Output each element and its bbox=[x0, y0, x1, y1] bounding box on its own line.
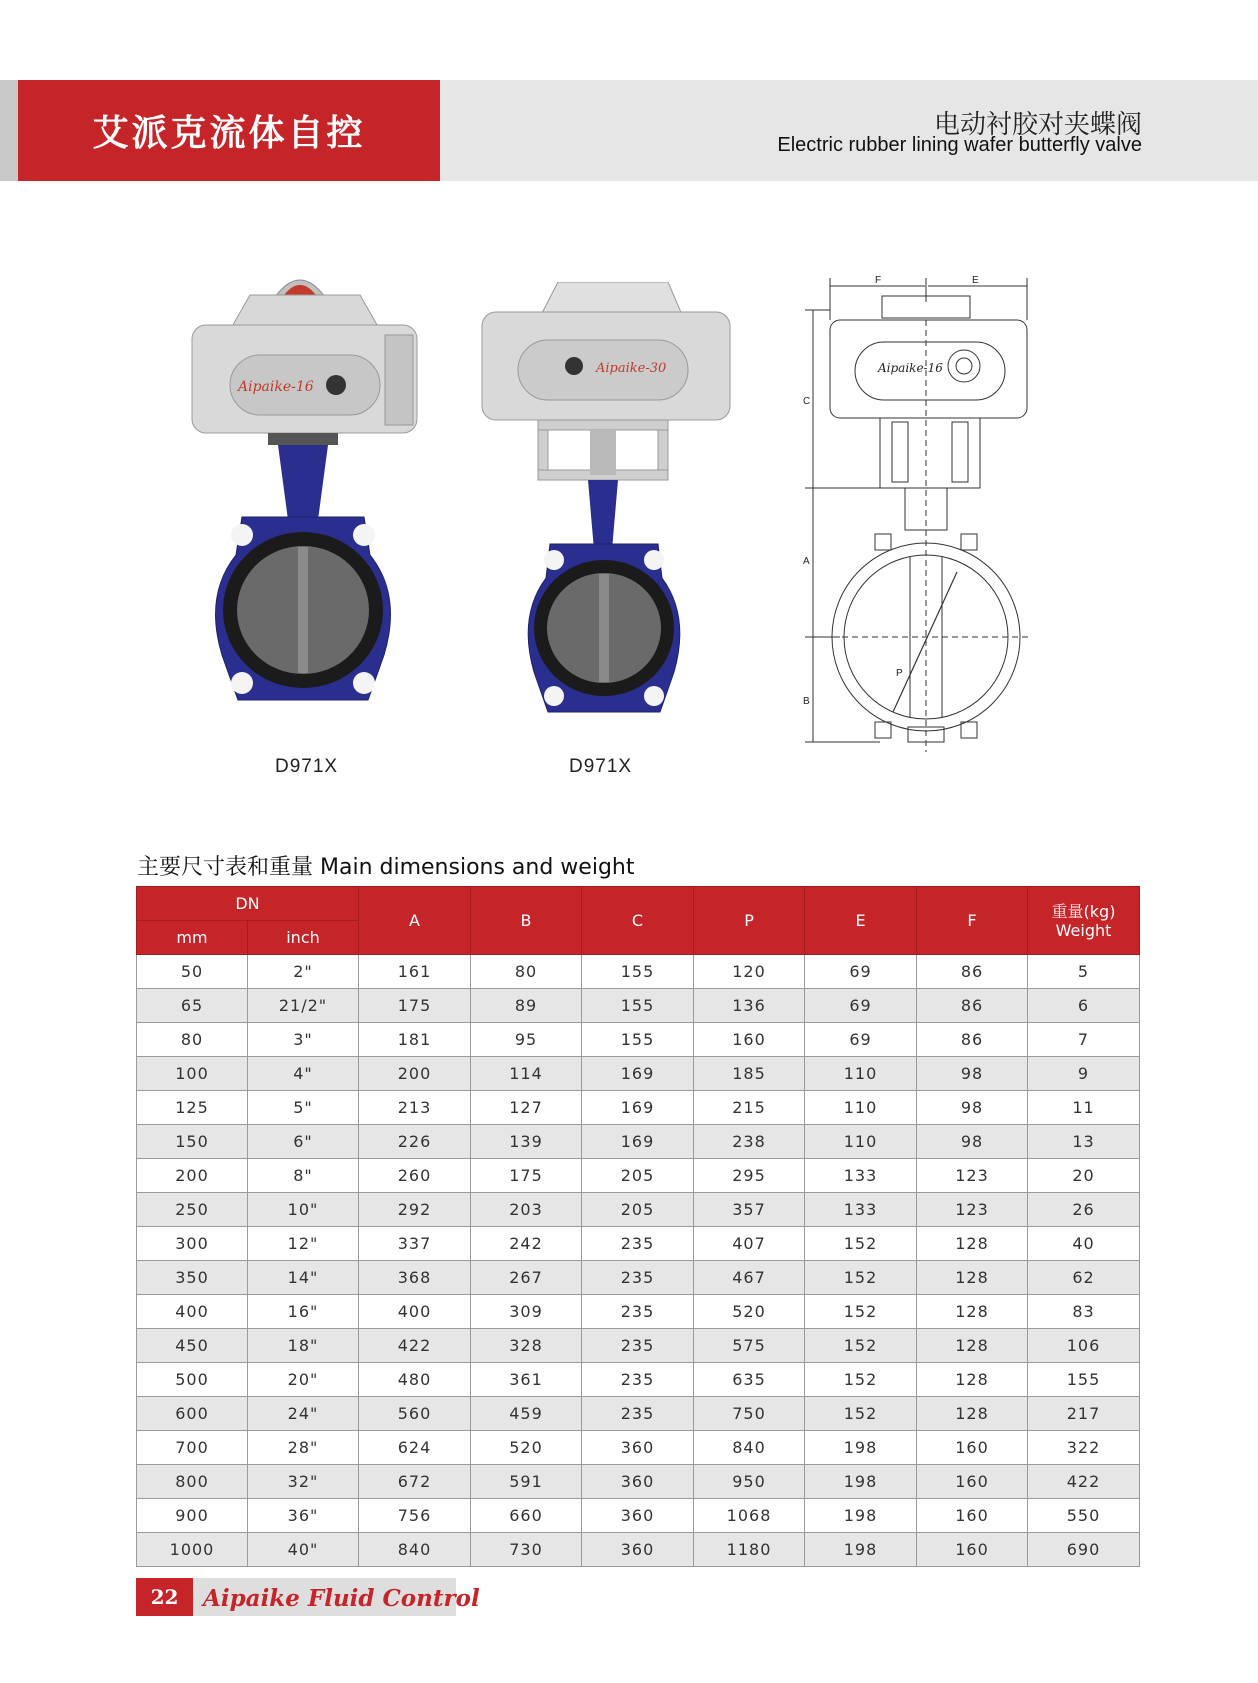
table-cell: 28" bbox=[248, 1431, 359, 1465]
table-cell: 169 bbox=[582, 1057, 694, 1091]
table-cell: 1180 bbox=[694, 1533, 805, 1567]
valve-photo-1 bbox=[180, 255, 440, 730]
table-cell: 480 bbox=[359, 1363, 471, 1397]
table-cell: 5" bbox=[248, 1091, 359, 1125]
table-cell: 11 bbox=[1028, 1091, 1140, 1125]
photo-caption-2: D971X bbox=[569, 756, 633, 777]
table-cell: 198 bbox=[805, 1499, 917, 1533]
table-cell: 152 bbox=[805, 1295, 917, 1329]
table-cell: 62 bbox=[1028, 1261, 1140, 1295]
header-inch: inch bbox=[248, 921, 359, 955]
header-e: E bbox=[805, 887, 917, 955]
table-cell: 36" bbox=[248, 1499, 359, 1533]
table-cell: 26 bbox=[1028, 1193, 1140, 1227]
table-cell: 500 bbox=[137, 1363, 248, 1397]
header-weight bbox=[1028, 887, 1140, 955]
table-cell: 128 bbox=[917, 1295, 1028, 1329]
table-cell: 13 bbox=[1028, 1125, 1140, 1159]
drawing-label-f: F bbox=[875, 275, 882, 286]
table-cell: 16" bbox=[248, 1295, 359, 1329]
table-cell: 200 bbox=[137, 1159, 248, 1193]
table-cell: 337 bbox=[359, 1227, 471, 1261]
header-mm: mm bbox=[137, 921, 248, 955]
table-cell: 123 bbox=[917, 1159, 1028, 1193]
table-cell: 6 bbox=[1028, 989, 1140, 1023]
table-cell: 128 bbox=[917, 1397, 1028, 1431]
table-cell: 840 bbox=[359, 1533, 471, 1567]
table-cell: 260 bbox=[359, 1159, 471, 1193]
table-cell: 660 bbox=[471, 1499, 582, 1533]
table-row bbox=[137, 1329, 1140, 1363]
product-title-cn: 电动衬胶对夹蝶阀 bbox=[933, 110, 1142, 140]
header-a: A bbox=[359, 887, 471, 955]
table-row bbox=[137, 955, 1140, 989]
drawing-label-c: C bbox=[803, 396, 811, 407]
table-cell: 5 bbox=[1028, 955, 1140, 989]
table-cell: 110 bbox=[805, 1057, 917, 1091]
table-cell: 800 bbox=[137, 1465, 248, 1499]
table-cell: 80 bbox=[137, 1023, 248, 1057]
table-cell: 217 bbox=[1028, 1397, 1140, 1431]
table-cell: 169 bbox=[582, 1125, 694, 1159]
table-cell: 235 bbox=[582, 1329, 694, 1363]
table-cell: 672 bbox=[359, 1465, 471, 1499]
drawing-label-a: A bbox=[803, 556, 810, 567]
table-cell: 69 bbox=[805, 1023, 917, 1057]
table-cell: 14" bbox=[248, 1261, 359, 1295]
table-cell: 32" bbox=[248, 1465, 359, 1499]
table-cell: 235 bbox=[582, 1397, 694, 1431]
table-cell: 235 bbox=[582, 1261, 694, 1295]
header-f: F bbox=[917, 887, 1028, 955]
table-cell: 160 bbox=[917, 1499, 1028, 1533]
table-cell: 235 bbox=[582, 1295, 694, 1329]
table-cell: 205 bbox=[582, 1159, 694, 1193]
table-cell: 50 bbox=[137, 955, 248, 989]
actuator-label-drawing: Aipaike-16 bbox=[878, 361, 943, 375]
table-row bbox=[137, 1431, 1140, 1465]
table-cell: 9 bbox=[1028, 1057, 1140, 1091]
footer-brand: Aipaike Fluid Control bbox=[203, 1584, 480, 1612]
table-cell: 40" bbox=[248, 1533, 359, 1567]
table-cell: 350 bbox=[137, 1261, 248, 1295]
table-cell: 215 bbox=[694, 1091, 805, 1125]
table-cell: 175 bbox=[471, 1159, 582, 1193]
table-cell: 86 bbox=[917, 955, 1028, 989]
table-cell: 20" bbox=[248, 1363, 359, 1397]
table-cell: 7 bbox=[1028, 1023, 1140, 1057]
table-cell: 160 bbox=[917, 1465, 1028, 1499]
table-cell: 750 bbox=[694, 1397, 805, 1431]
table-cell: 730 bbox=[471, 1533, 582, 1567]
table-cell: 295 bbox=[694, 1159, 805, 1193]
table-cell: 250 bbox=[137, 1193, 248, 1227]
table-cell: 205 bbox=[582, 1193, 694, 1227]
table-cell: 169 bbox=[582, 1091, 694, 1125]
table-cell: 368 bbox=[359, 1261, 471, 1295]
table-cell: 198 bbox=[805, 1533, 917, 1567]
table-row bbox=[137, 989, 1140, 1023]
table-cell: 200 bbox=[359, 1057, 471, 1091]
table-cell: 110 bbox=[805, 1125, 917, 1159]
table-cell: 360 bbox=[582, 1465, 694, 1499]
dimensions-table bbox=[136, 886, 1140, 1567]
table-cell: 69 bbox=[805, 955, 917, 989]
table-cell: 98 bbox=[917, 1057, 1028, 1091]
table-cell: 86 bbox=[917, 989, 1028, 1023]
table-cell: 150 bbox=[137, 1125, 248, 1159]
table-cell: 328 bbox=[471, 1329, 582, 1363]
table-cell: 10" bbox=[248, 1193, 359, 1227]
table-cell: 242 bbox=[471, 1227, 582, 1261]
table-body bbox=[137, 955, 1140, 1567]
table-cell: 89 bbox=[471, 989, 582, 1023]
table-cell: 155 bbox=[582, 955, 694, 989]
table-row bbox=[137, 1397, 1140, 1431]
table-row bbox=[137, 1533, 1140, 1567]
header-weight-en: Weight bbox=[1055, 920, 1112, 940]
table-cell: 198 bbox=[805, 1431, 917, 1465]
table-cell: 322 bbox=[1028, 1431, 1140, 1465]
table-cell: 185 bbox=[694, 1057, 805, 1091]
table-cell: 700 bbox=[137, 1431, 248, 1465]
table-cell: 292 bbox=[359, 1193, 471, 1227]
table-cell: 98 bbox=[917, 1091, 1028, 1125]
table-cell: 203 bbox=[471, 1193, 582, 1227]
table-cell: 160 bbox=[694, 1023, 805, 1057]
table-cell: 133 bbox=[805, 1193, 917, 1227]
table-cell: 520 bbox=[471, 1431, 582, 1465]
table-cell: 467 bbox=[694, 1261, 805, 1295]
table-cell: 520 bbox=[694, 1295, 805, 1329]
table-cell: 20 bbox=[1028, 1159, 1140, 1193]
drawing-label-b: B bbox=[803, 696, 810, 707]
table-cell: 160 bbox=[917, 1431, 1028, 1465]
table-row bbox=[137, 1159, 1140, 1193]
table-row bbox=[137, 1023, 1140, 1057]
page-number: 22 bbox=[136, 1578, 193, 1616]
table-cell: 136 bbox=[694, 989, 805, 1023]
table-cell: 459 bbox=[471, 1397, 582, 1431]
table-cell: 128 bbox=[917, 1227, 1028, 1261]
table-cell: 635 bbox=[694, 1363, 805, 1397]
table-cell: 422 bbox=[359, 1329, 471, 1363]
table-row bbox=[137, 1295, 1140, 1329]
table-cell: 40 bbox=[1028, 1227, 1140, 1261]
table-cell: 181 bbox=[359, 1023, 471, 1057]
table-row bbox=[137, 1363, 1140, 1397]
table-row bbox=[137, 1465, 1140, 1499]
header-dn: DN bbox=[137, 887, 359, 921]
table-cell: 840 bbox=[694, 1431, 805, 1465]
table-cell: 160 bbox=[917, 1533, 1028, 1567]
table-cell: 125 bbox=[137, 1091, 248, 1125]
table-cell: 360 bbox=[582, 1431, 694, 1465]
table-cell: 128 bbox=[917, 1329, 1028, 1363]
table-row bbox=[137, 1091, 1140, 1125]
table-cell: 600 bbox=[137, 1397, 248, 1431]
table-cell: 123 bbox=[917, 1193, 1028, 1227]
table-cell: 400 bbox=[137, 1295, 248, 1329]
table-cell: 98 bbox=[917, 1125, 1028, 1159]
header-p: P bbox=[694, 887, 805, 955]
table-cell: 235 bbox=[582, 1363, 694, 1397]
table-cell: 86 bbox=[917, 1023, 1028, 1057]
actuator-label-1: Aipaike-16 bbox=[238, 379, 314, 395]
table-cell: 360 bbox=[582, 1533, 694, 1567]
brand-title: 艾派克流体自控 bbox=[92, 113, 366, 154]
header-c: C bbox=[582, 887, 694, 955]
table-cell: 152 bbox=[805, 1363, 917, 1397]
table-cell: 300 bbox=[137, 1227, 248, 1261]
table-cell: 575 bbox=[694, 1329, 805, 1363]
header-b: B bbox=[471, 887, 582, 955]
table-cell: 235 bbox=[582, 1227, 694, 1261]
table-cell: 152 bbox=[805, 1261, 917, 1295]
table-cell: 690 bbox=[1028, 1533, 1140, 1567]
table-cell: 139 bbox=[471, 1125, 582, 1159]
table-cell: 198 bbox=[805, 1465, 917, 1499]
table-cell: 152 bbox=[805, 1227, 917, 1261]
product-title-en: Electric rubber lining wafer butterfly valve bbox=[777, 134, 1142, 156]
table-cell: 175 bbox=[359, 989, 471, 1023]
table-cell: 128 bbox=[917, 1363, 1028, 1397]
table-cell: 267 bbox=[471, 1261, 582, 1295]
table-row bbox=[137, 1057, 1140, 1091]
table-row bbox=[137, 1125, 1140, 1159]
table-cell: 2" bbox=[248, 955, 359, 989]
table-cell: 238 bbox=[694, 1125, 805, 1159]
table-cell: 309 bbox=[471, 1295, 582, 1329]
table-cell: 95 bbox=[471, 1023, 582, 1057]
dimension-drawing bbox=[800, 272, 1040, 762]
table-cell: 213 bbox=[359, 1091, 471, 1125]
table-cell: 65 bbox=[137, 989, 248, 1023]
table-row bbox=[137, 1227, 1140, 1261]
table-cell: 400 bbox=[359, 1295, 471, 1329]
table-cell: 422 bbox=[1028, 1465, 1140, 1499]
table-cell: 450 bbox=[137, 1329, 248, 1363]
table-cell: 83 bbox=[1028, 1295, 1140, 1329]
table-cell: 155 bbox=[582, 1023, 694, 1057]
table-cell: 127 bbox=[471, 1091, 582, 1125]
table-cell: 100 bbox=[137, 1057, 248, 1091]
table-cell: 12" bbox=[248, 1227, 359, 1261]
table-cell: 106 bbox=[1028, 1329, 1140, 1363]
drawing-label-e: E bbox=[972, 275, 979, 286]
table-cell: 591 bbox=[471, 1465, 582, 1499]
section-title: 主要尺寸表和重量 Main dimensions and weight bbox=[137, 855, 635, 880]
table-cell: 155 bbox=[1028, 1363, 1140, 1397]
header-weight-cn: 重量(kg) bbox=[1051, 901, 1116, 921]
table-cell: 133 bbox=[805, 1159, 917, 1193]
header-left-edge bbox=[0, 80, 18, 181]
table-cell: 114 bbox=[471, 1057, 582, 1091]
table-cell: 155 bbox=[582, 989, 694, 1023]
table-cell: 1000 bbox=[137, 1533, 248, 1567]
table-cell: 360 bbox=[582, 1499, 694, 1533]
table-cell: 361 bbox=[471, 1363, 582, 1397]
table-cell: 900 bbox=[137, 1499, 248, 1533]
table-cell: 128 bbox=[917, 1261, 1028, 1295]
table-cell: 110 bbox=[805, 1091, 917, 1125]
table-cell: 6" bbox=[248, 1125, 359, 1159]
drawing-label-p: P bbox=[896, 668, 903, 679]
table-cell: 3" bbox=[248, 1023, 359, 1057]
table-cell: 21/2" bbox=[248, 989, 359, 1023]
table-cell: 550 bbox=[1028, 1499, 1140, 1533]
table-cell: 1068 bbox=[694, 1499, 805, 1533]
actuator-label-2: Aipaike-30 bbox=[596, 361, 667, 376]
table-cell: 756 bbox=[359, 1499, 471, 1533]
table-cell: 152 bbox=[805, 1329, 917, 1363]
table-cell: 226 bbox=[359, 1125, 471, 1159]
table-cell: 4" bbox=[248, 1057, 359, 1091]
table-cell: 18" bbox=[248, 1329, 359, 1363]
table-cell: 950 bbox=[694, 1465, 805, 1499]
table-cell: 357 bbox=[694, 1193, 805, 1227]
photo-caption-1: D971X bbox=[275, 756, 339, 777]
table-cell: 8" bbox=[248, 1159, 359, 1193]
table-cell: 161 bbox=[359, 955, 471, 989]
table-cell: 120 bbox=[694, 955, 805, 989]
table-cell: 152 bbox=[805, 1397, 917, 1431]
table-row bbox=[137, 1499, 1140, 1533]
table-cell: 80 bbox=[471, 955, 582, 989]
table-cell: 69 bbox=[805, 989, 917, 1023]
table-row bbox=[137, 1261, 1140, 1295]
valve-photo-2 bbox=[478, 282, 738, 732]
table-cell: 560 bbox=[359, 1397, 471, 1431]
table-cell: 624 bbox=[359, 1431, 471, 1465]
table-cell: 24" bbox=[248, 1397, 359, 1431]
table-cell: 407 bbox=[694, 1227, 805, 1261]
table-row bbox=[137, 1193, 1140, 1227]
